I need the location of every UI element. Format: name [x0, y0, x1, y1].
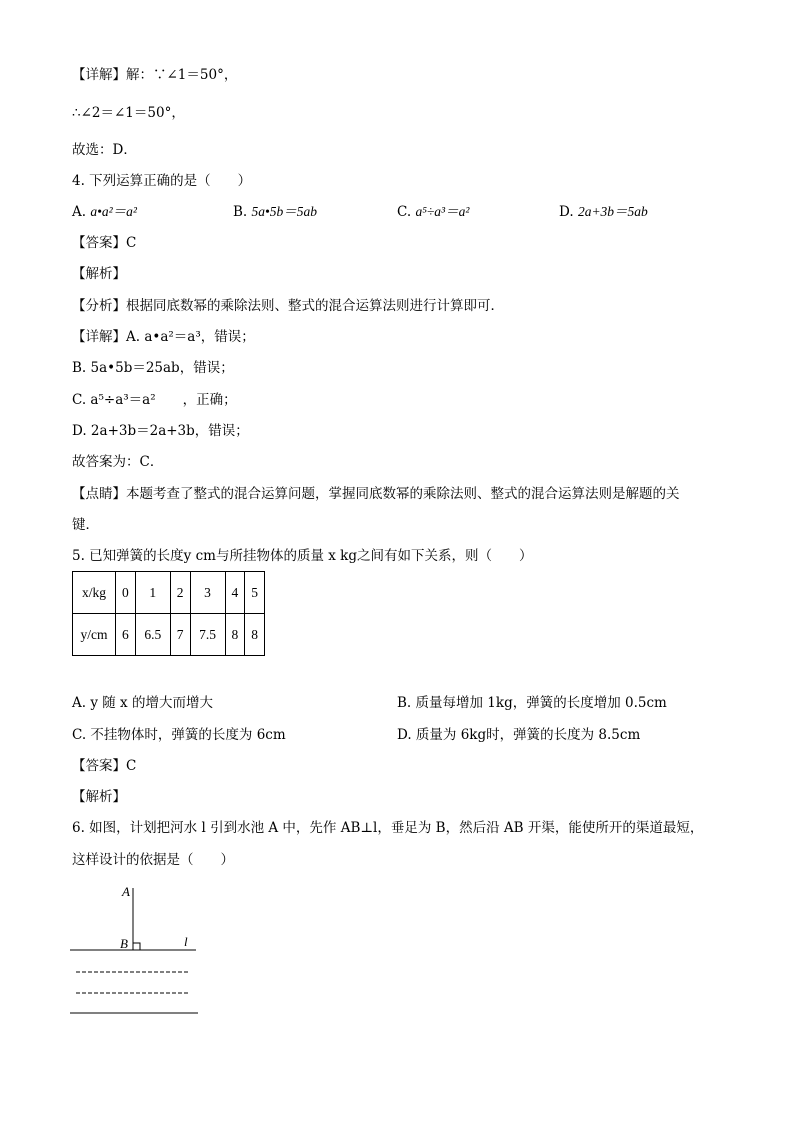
answer-value: C	[126, 758, 137, 774]
table-cell: 2	[170, 572, 190, 614]
q4-detail-a: 【详解】A. a•a²＝a³，错误；	[72, 329, 255, 345]
q4-detail-c: C. a⁵÷a³＝a² ，正确；	[72, 392, 237, 408]
table-cell: 8	[245, 614, 265, 656]
q4-answer-line	[72, 234, 136, 252]
table-cell: 6	[116, 614, 136, 656]
row-header-y: y/cm	[73, 614, 116, 656]
table-cell: 5	[245, 572, 265, 614]
table-cell: 8	[225, 614, 245, 656]
q3-choice-line: 故选：D．	[72, 142, 137, 158]
q5-option-a: A. y 随 x 的增大而增大	[72, 695, 213, 711]
q4-detail-b: B. 5a•5b＝25ab，错误；	[72, 360, 234, 376]
q6-stem-line2: 这样设计的依据是（ ）	[72, 852, 234, 868]
detail-tag: 【详解】	[72, 329, 126, 345]
right-angle-mark	[133, 943, 140, 950]
q4-option-d: D. 2a+3b＝5ab	[559, 204, 648, 220]
q4-option-c: C. a⁵÷a³＝a²	[397, 204, 470, 220]
q4-analysis-tag: 【解析】	[72, 266, 126, 282]
q5-stem: 5. 已知弹簧的长度y cm与所挂物体的质量 x kg之间有如下关系，则（ ）	[72, 548, 533, 564]
q5-analysis-tag: 【解析】	[72, 789, 126, 805]
label-a: A	[122, 884, 130, 899]
table-cell: 1	[135, 572, 170, 614]
label-b: B	[120, 936, 128, 951]
table-row	[73, 614, 265, 656]
river-pool-figure	[70, 880, 210, 1020]
answer-value: C	[126, 235, 137, 251]
q5-option-c: C. 不挂物体时，弹簧的长度为 6cm	[72, 727, 286, 743]
q4-conclusion: 故答案为：C．	[72, 454, 164, 470]
q5-option-b: B. 质量每增加 1kg，弹簧的长度增加 0.5cm	[397, 695, 667, 711]
row-header-x: x/kg	[73, 572, 116, 614]
q3-detail-text: 解：∵∠1＝50°，	[126, 67, 238, 83]
detail-tag: 【详解】	[72, 67, 126, 83]
q4-comment-line	[72, 485, 680, 503]
table-cell: 7	[170, 614, 190, 656]
q4-comment-cont: 键．	[72, 517, 99, 533]
q6-stem-line1: 6. 如图，计划把河水 l 引到水池 A 中，先作 AB⊥l，垂足为 B，然后沿 AB 开渠，能使所开的渠道最短，	[72, 820, 704, 836]
answer-tag: 【答案】	[72, 758, 126, 774]
table-cell: 6.5	[135, 614, 170, 656]
table-cell: 4	[225, 572, 245, 614]
q4-fenxi-line	[72, 297, 504, 315]
q3-detail-line	[72, 66, 237, 84]
q4-option-a: A. a•a²＝a²	[72, 204, 137, 220]
q4-detail-d: D. 2a+3b＝2a+3b，错误；	[72, 423, 249, 439]
q4-option-b: B. 5a•5b＝5ab	[233, 204, 317, 220]
comment-text: 本题考查了整式的混合运算问题，掌握同底数幂的乘除法则、整式的混合运算法则是解题的关	[126, 486, 680, 502]
q5-data-table	[72, 571, 265, 656]
table-row	[73, 572, 265, 614]
q3-therefore-line: ∴∠2＝∠1＝50°，	[72, 105, 185, 121]
comment-tag: 【点睛】	[72, 486, 126, 502]
table-cell: 7.5	[190, 614, 225, 656]
fenxi-tag: 【分析】	[72, 298, 126, 314]
table-cell: 3	[190, 572, 225, 614]
fenxi-text: 根据同底数幂的乘除法则、整式的混合运算法则进行计算即可．	[126, 298, 504, 314]
q4-stem: 4. 下列运算正确的是（ ）	[72, 173, 252, 189]
answer-tag: 【答案】	[72, 235, 126, 251]
q5-option-d: D. 质量为 6kg时，弹簧的长度为 8.5cm	[397, 727, 641, 743]
label-l: l	[184, 934, 188, 949]
q5-answer-line	[72, 757, 136, 775]
table-cell: 0	[116, 572, 136, 614]
